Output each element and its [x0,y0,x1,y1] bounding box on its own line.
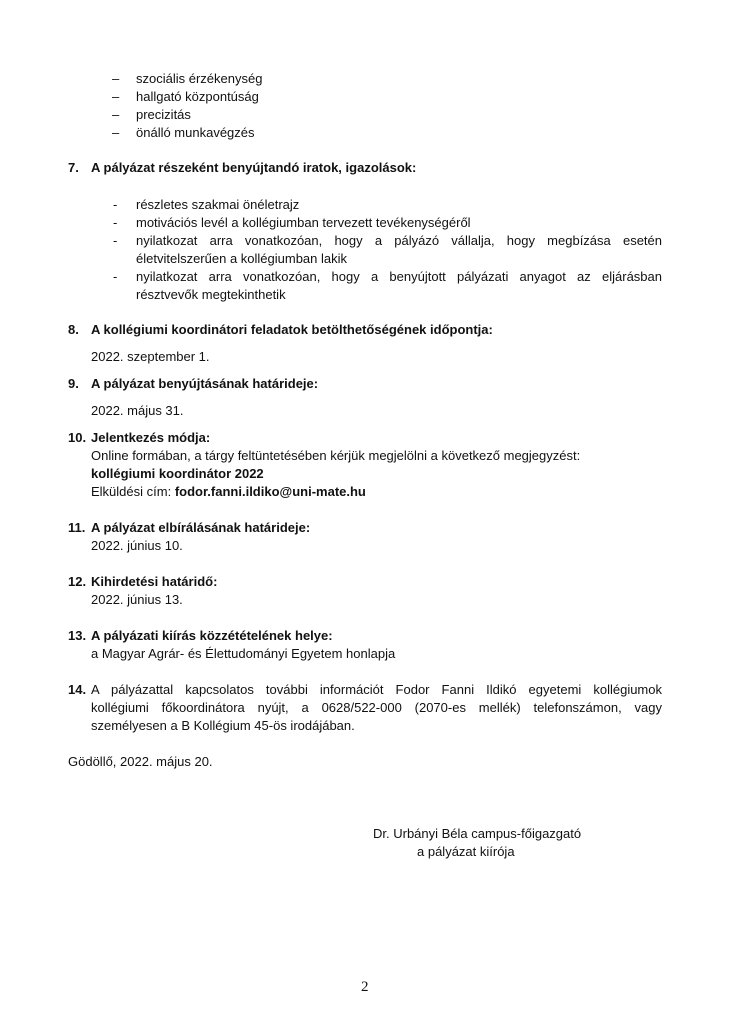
list-item: hallgató központúság [136,89,259,104]
list-item: önálló munkavégzés [136,125,255,140]
section-number: 9. [68,376,79,391]
list-item: szociális érzékenység [136,71,263,86]
list-item-line: résztvevők megtekinthetik [136,287,286,302]
list-marker: - [113,233,118,248]
section-title: A pályázat elbírálásának határideje: [91,520,311,535]
address-label: Elküldési cím: [91,484,175,499]
section-value: 2022. június 10. [91,538,183,553]
list-marker: – [112,89,120,104]
section-number: 12. [68,574,87,589]
section-value: 2022. május 31. [91,403,184,418]
list-marker: - [113,269,118,284]
section-title: A kollégiumi koordinátori feladatok betölthetőségének időpontja: [91,322,493,337]
list-item: precizitás [136,107,191,122]
list-item-line: nyilatkozat arra vonatkozóan, hogy a benyújtott pályázati anyagot az eljárásban [136,269,662,284]
section-text-line: A pályázattal kapcsolatos további információt Fodor Fanni Ildikó egyetemi kollégiumok [91,682,662,697]
section-number: 13. [68,628,87,643]
application-instructions: Online formában, a tárgy feltüntetésében kérjük megjelölni a következő megjegyzést: [91,448,581,463]
list-item: motivációs levél a kollégiumban tervezett tevékenységéről [136,215,471,230]
address-line [91,483,366,501]
page-number: 2 [361,979,369,995]
list-marker: – [112,71,120,86]
section-number: 11. [68,520,86,535]
section-title: Kihirdetési határidő: [91,574,218,589]
section-number: 14. [68,682,87,697]
section-title: A pályázat benyújtásának határideje: [91,376,319,391]
list-marker: – [112,125,120,140]
place-date: Gödöllő, 2022. május 20. [68,754,213,769]
section-text-line: kollégiumi főkoordinátora nyújt, a 0628/522-000 (2070-es mellék) telefonszámon, vagy [91,700,662,715]
section-number: 10. [68,430,87,445]
email-address[interactable]: fodor.fanni.ildiko@uni-mate.hu [174,484,366,499]
section-value: 2022. június 13. [91,592,183,607]
section-number: 8. [68,322,79,337]
list-marker: – [112,107,120,122]
list-marker: - [113,215,118,230]
signatory-name: Dr. Urbányi Béla campus-főigazgató [373,826,582,841]
list-marker: - [113,197,118,212]
section-title: Jelentkezés módja: [91,430,211,445]
list-item-line: nyilatkozat arra vonatkozóan, hogy a pályázó vállalja, hogy megbízása esetén [136,233,662,248]
list-item: részletes szakmai önéletrajz [136,197,300,212]
section-number: 7. [68,160,79,175]
list-item-line: életvitelszerűen a kollégiumban lakik [136,251,348,266]
signatory-role: a pályázat kiírója [417,844,515,859]
section-value: 2022. szeptember 1. [91,349,210,364]
section-value: a Magyar Agrár- és Élettudományi Egyetem honlapja [91,646,396,661]
subject-note: kollégiumi koordinátor 2022 [91,466,264,481]
section-title: A pályázat részeként benyújtandó iratok, igazolások: [91,160,417,175]
section-title: A pályázati kiírás közzétételének helye: [91,628,333,643]
section-text-line: személyesen a B Kollégium 45-ös irodájában. [91,718,355,733]
